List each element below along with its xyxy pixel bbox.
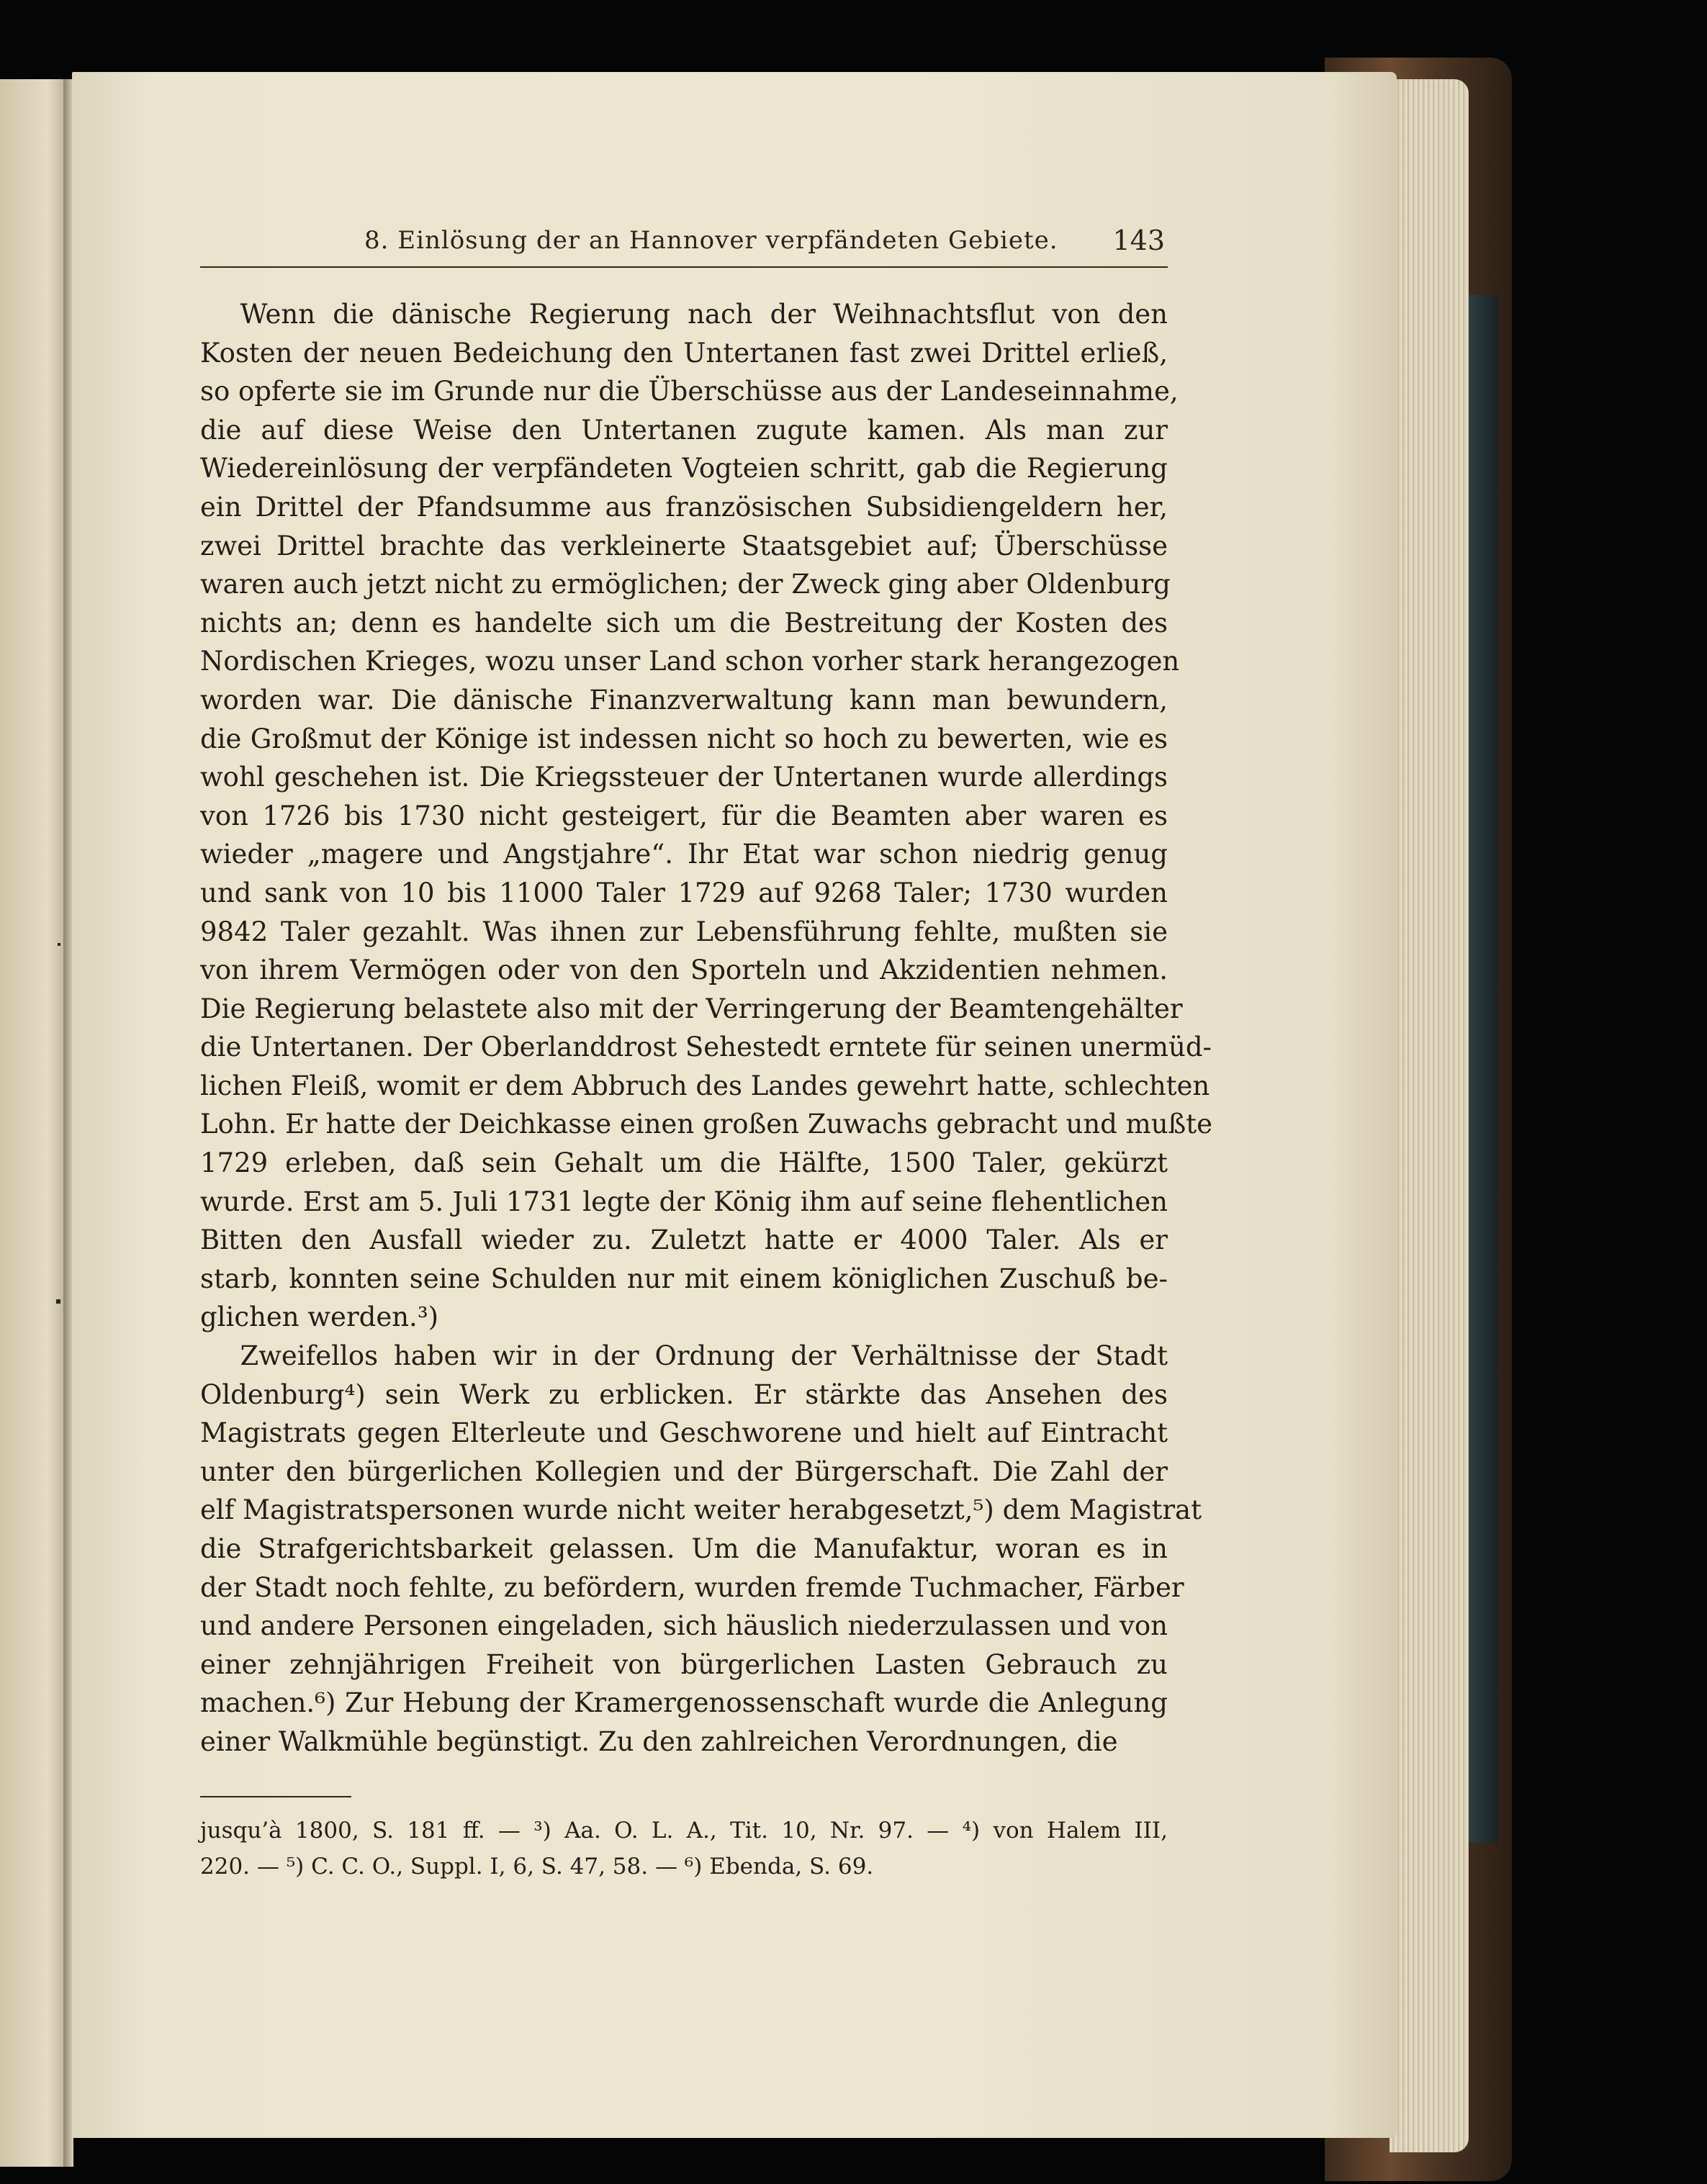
text-line: ein Drittel der Pfandsumme aus französischen Subsidiengeldern her,	[200, 491, 1168, 523]
text-line: Zweifellos haben wir in der Ordnung der Verhältnisse der Stadt	[200, 1340, 1168, 1372]
footnote-line: jusqu’à 1800, S. 181 ff. — ³) Aa. O. L. A., Tit. 10, Nr. 97. — ⁴) von Halem III,	[200, 1818, 1168, 1844]
text-line: Wiedereinlösung der verpfändeten Vogteien schritt, gab die Regierung	[200, 453, 1168, 484]
text-line: Magistrats gegen Elterleute und Geschworene und hielt auf Eintracht	[200, 1417, 1168, 1449]
footnotes	[200, 1813, 1168, 1885]
text-line: wieder „magere und Angstjahre“. Ihr Etat war schon niedrig genug	[200, 839, 1168, 870]
text-line: einer zehnjährigen Freiheit von bürgerlichen Lasten Gebrauch zu	[200, 1648, 1168, 1680]
footnote-rule	[200, 1796, 351, 1797]
text-line: Lohn. Er hatte der Deichkasse einen großen Zuwachs gebracht und mußte	[200, 1109, 1213, 1140]
text-line: die Strafgerichtsbarkeit gelassen. Um die Manufaktur, woran es in	[200, 1533, 1168, 1564]
margin-speck	[56, 1299, 60, 1304]
text-line: die auf diese Weise den Untertanen zugute kamen. Als man zur	[200, 414, 1168, 446]
page-edges	[1390, 79, 1469, 2152]
running-title: 8. Einlösung der an Hannover verpfändeten Gebiete.	[364, 226, 1058, 255]
text-line: Die Regierung belastete also mit der Verringerung der Beamtengehälter	[200, 993, 1183, 1024]
text-line: Bitten den Ausfall wieder zu. Zuletzt hatte er 4000 Taler. Als er	[200, 1224, 1168, 1256]
text-line: der Stadt noch fehlte, zu befördern, wurden fremde Tuchmacher, Färber	[200, 1571, 1184, 1603]
text-line: elf Magistratspersonen wurde nicht weiter herabgesetzt,⁵) dem Magistrat	[200, 1494, 1202, 1526]
text-line: machen.⁶) Zur Hebung der Kramergenossenschaft wurde die Anlegung	[200, 1687, 1168, 1719]
body-text	[200, 295, 1213, 1761]
text-line: wohl geschehen ist. Die Kriegssteuer der Untertanen wurde allerdings	[200, 762, 1168, 793]
text-line: starb, konnten seine Schulden nur mit einem königlichen Zuschuß be-	[200, 1263, 1168, 1294]
text-line: Oldenburg⁴) sein Werk zu erblicken. Er stärkte das Ansehen des	[200, 1378, 1168, 1410]
facing-page-sliver	[0, 79, 68, 2167]
text-line: Wenn die dänische Regierung nach der Weihnachtsflut von den	[200, 299, 1168, 330]
text-line: von 1726 bis 1730 nicht gesteigert, für die Beamten aber waren es	[200, 800, 1168, 831]
text-line: und andere Personen eingeladen, sich häuslich niederzulassen und von	[200, 1610, 1168, 1642]
page-number: 143	[1112, 225, 1165, 256]
text-line: so opferte sie im Grunde nur die Überschüsse aus der Landeseinnahme,	[200, 376, 1179, 407]
text-line: nichts an; denn es handelte sich um die Bestreitung der Kosten des	[200, 607, 1168, 638]
text-line: und sank von 10 bis 11000 Taler 1729 auf 9268 Taler; 1730 wurden	[200, 877, 1168, 908]
text-line: einer Walkmühle begünstigt. Zu den zahlreichen Verordnungen, die	[200, 1725, 1118, 1757]
paragraph	[200, 1337, 1202, 1761]
text-line: Kosten der neuen Bedeichung den Untertanen fast zwei Drittel erließ,	[200, 337, 1168, 369]
paragraph	[200, 295, 1213, 1337]
text-line: worden war. Die dänische Finanzverwaltung kann man bewundern,	[200, 684, 1168, 716]
text-line: lichen Fleiß, womit er dem Abbruch des Landes gewehrt hatte, schlechten	[200, 1070, 1210, 1101]
margin-speck	[58, 943, 60, 946]
footnote-line: 220. — ⁵) C. C. O., Suppl. I, 6, S. 47, 58. — ⁶) Ebenda, S. 69.	[200, 1854, 874, 1880]
text-line: waren auch jetzt nicht zu ermöglichen; der Zweck ging aber Oldenburg	[200, 569, 1171, 600]
text-line: zwei Drittel brachte das verkleinerte Staatsgebiet auf; Überschüsse	[200, 530, 1168, 561]
text-line: die Untertanen. Der Oberlanddrost Sehestedt erntete für seinen unermüd-	[200, 1032, 1212, 1063]
text-line: wurde. Erst am 5. Juli 1731 legte der König ihm auf seine flehentlichen	[200, 1186, 1168, 1217]
text-line: 1729 erleben, daß sein Gehalt um die Hälfte, 1500 Taler, gekürzt	[200, 1147, 1168, 1179]
text-line: unter den bürgerlichen Kollegien und der Bürgerschaft. Die Zahl der	[200, 1456, 1168, 1487]
page-header	[200, 222, 1168, 268]
text-line: von ihrem Vermögen oder von den Sporteln und Akzidentien nehmen.	[200, 955, 1168, 986]
text-line: die Großmut der Könige ist indessen nicht so hoch zu bewerten, wie es	[200, 723, 1168, 754]
text-line: Nordischen Krieges, wozu unser Land schon vorher stark herangezogen	[200, 646, 1180, 677]
text-line: 9842 Taler gezahlt. Was ihnen zur Lebensführung fehlte, mußten sie	[200, 916, 1168, 947]
text-line: glichen werden.³)	[200, 1301, 439, 1333]
